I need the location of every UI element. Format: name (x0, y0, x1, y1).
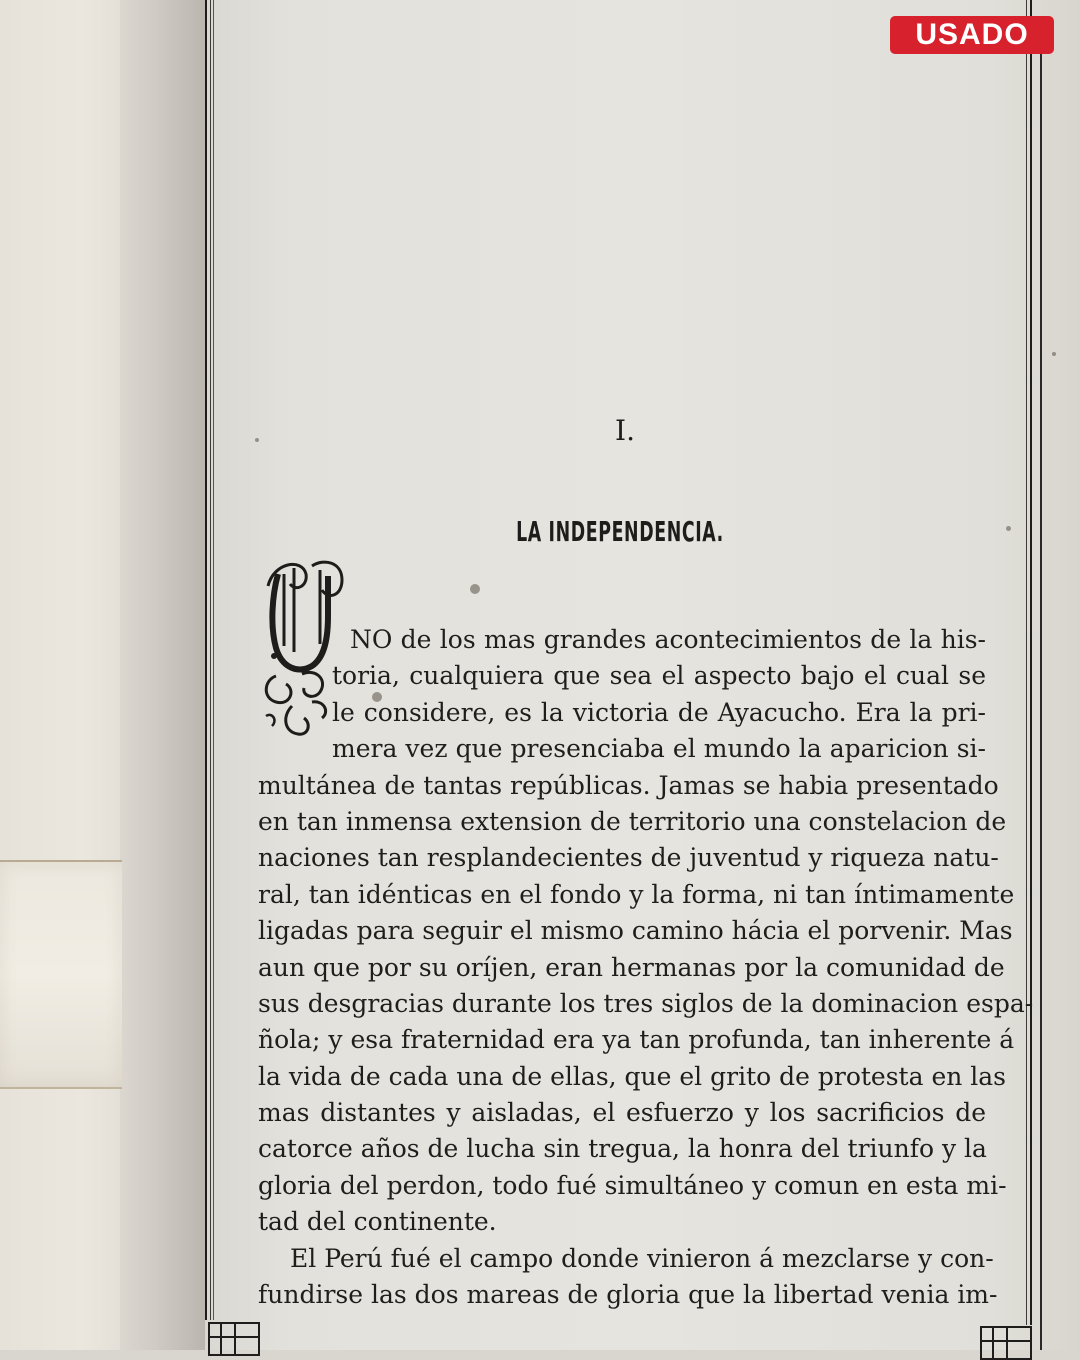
chapter-title: LA INDEPENDENCIA. (516, 515, 724, 548)
text-line: naciones tan resplandecientes de juventud y riqueza natu- (258, 843, 999, 873)
chapter-number: I. (615, 414, 635, 447)
chapter-body (258, 622, 1034, 1313)
text-line: fundirse las dos mareas de gloria que la libertad venia im- (258, 1280, 998, 1310)
text-line: en tan inmensa extension de territorio una constelacion de (258, 806, 1007, 836)
corner-ornament-right (980, 1326, 1032, 1360)
text-line: toria, cualquiera que sea el aspecto bajo el cual se (332, 661, 986, 691)
text-line: ral, tan idénticas en el fondo y la forma, ni tan íntimamente (258, 879, 1015, 909)
text-line: tad del continente. (258, 1207, 497, 1237)
paper-spot (1052, 352, 1056, 356)
page-fold-shadow (120, 0, 205, 1350)
text-line: mera vez que presenciaba el mundo la aparicion si- (332, 734, 986, 764)
repair-tape (0, 860, 122, 1089)
text-line: la vida de cada una de ellas, que el grito de protesta en las (258, 1061, 1007, 1091)
text-line: aun que por su oríjen, eran hermanas por la comunidad de (258, 952, 1005, 982)
page-border-left (205, 0, 211, 1320)
used-condition-badge: USADO (890, 16, 1054, 54)
paper-spot (1006, 526, 1011, 531)
text-line: le considere, es la victoria de Ayacucho. Era la pri- (332, 697, 986, 727)
text-line: catorce años de lucha sin tregua, la honra del triunfo y la (258, 1134, 987, 1164)
text-line: NO de los mas grandes acontecimientos de la his- (350, 625, 986, 654)
text-line: ligadas para seguir el mismo camino hácia el porvenir. Mas (258, 916, 1013, 946)
page-border-left-inner (213, 0, 214, 1320)
page-border-right (1026, 0, 1032, 1325)
paper-spot (255, 438, 259, 442)
page-border-right-outer (1040, 40, 1042, 1350)
text-line: gloria del perdon, todo fué simultáneo y comun en esta mi- (258, 1170, 1007, 1200)
text-line: sus desgracias durante los tres siglos de la dominacion espa- (258, 988, 1034, 1018)
text-line: El Perú fué el campo donde vinieron á mezclarse y con- (290, 1243, 994, 1273)
corner-ornament-left (208, 1322, 260, 1356)
text-line: ñola; y esa fraternidad era ya tan profunda, tan inherente á (258, 1025, 1015, 1055)
text-line: multánea de tantas repúblicas. Jamas se habia presentado (258, 770, 999, 800)
paper-spot (470, 584, 480, 594)
text-line: mas distantes y aisladas, el esfuerzo y los sacrificios de (258, 1098, 986, 1128)
